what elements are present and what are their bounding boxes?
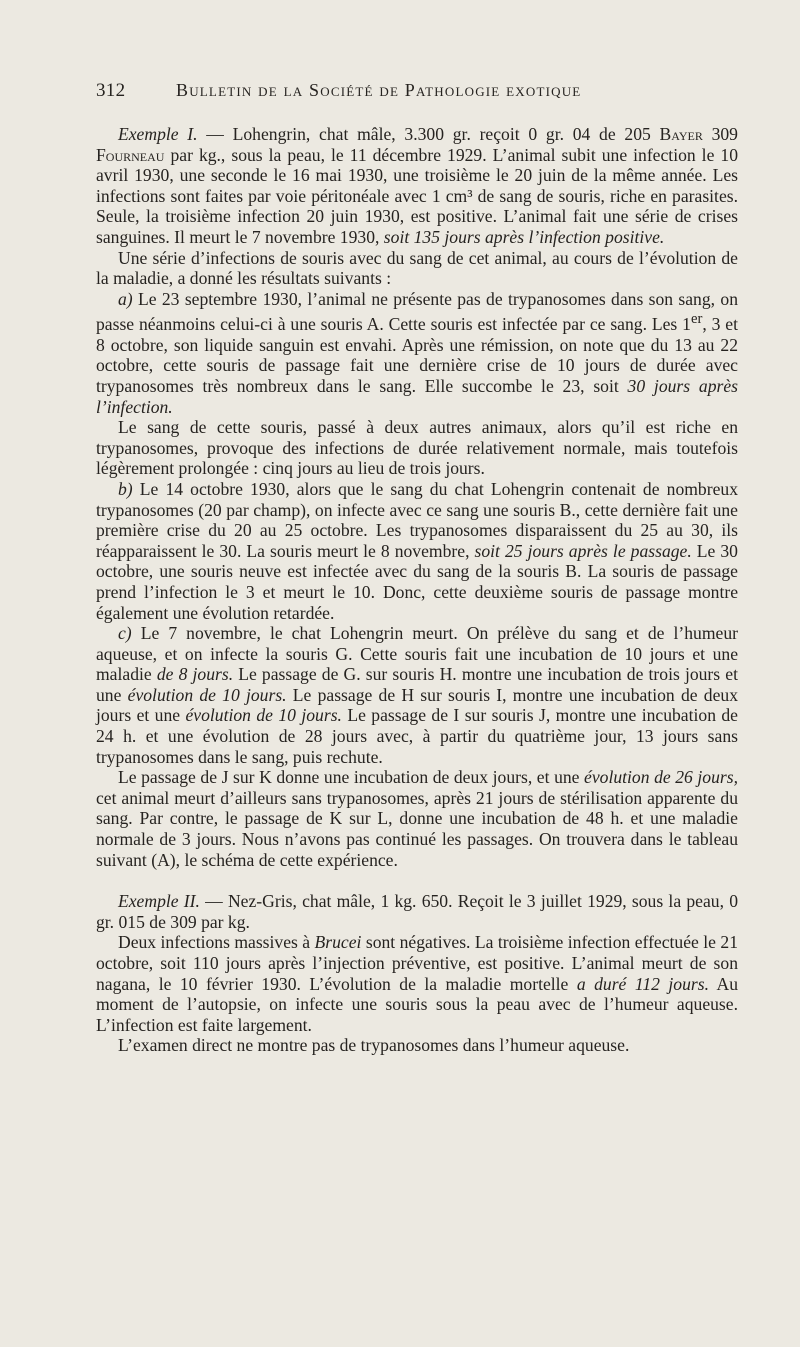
running-title: Bulletin de la Société de Pathologie exotique <box>176 80 582 100</box>
paragraph-c <box>96 623 738 767</box>
text-span: Le 14 octobre 1930, alors que le sang du chat Lohengrin contenait de nombreux trypanosomes (20 par champ), on infecte avec ce sang une souris B., cette dernière fait une première crise du 20 au 25 octobre. Les trypanosomes disparaissent du 25 au 30, ils réapparaissent le 30. La souris meurt le 8 novembre, <box>96 478 738 561</box>
example-1-label: Exemple I. <box>118 124 198 144</box>
italic-span: évolution de 10 jours. <box>127 684 287 705</box>
direct-exam-paragraph: L’examen direct ne montre pas de trypanosomes dans l’humeur aqueuse. <box>118 1035 630 1056</box>
text-span: sont négatives. La troisième infection effectuée le 21 octobre, soit 110 jours après l’injection préventive, est positive. L’animal meurt de son nagana, le 10 février 1930. L’évolution de la maladie mortelle <box>96 932 738 994</box>
text-span: Le passage de G. sur souris H. montre une incubation de trois jours et une <box>96 664 738 705</box>
italic-span: de 8 jours. <box>156 664 234 685</box>
example-2-label: Exemple II. <box>118 891 200 912</box>
text-span: Deux infections massives à <box>118 932 315 953</box>
infections-paragraph <box>96 932 738 1035</box>
text-span: par kg., sous la peau, le 11 décembre 1929. L’animal subit une infection le 10 avril 1930, une seconde le 16 mai 1930, une troisième le 20 juin de la même année. Les infections sont faites par voie péritonéale avec 1 cm³ de sang de souris, riche en parasites. Seule, la troisième infection 20 juin 1930, est positive. L’animal fait une série de crises sanguines. Il meurt le 7 novembre 1930, <box>96 144 738 247</box>
passage-k-paragraph <box>96 767 738 870</box>
italic-span: évolution de 26 jours, <box>584 767 738 788</box>
page-number: 312 <box>96 80 126 101</box>
text-span: , 3 et 8 octobre, son liquide sanguin est envahi. Après une rémission, on note que du 13 au 22 octobre, cette souris de passage fait une dernière crise de 10 jours de durée avec trypanosomes très nombreux dans le sang. Elle succombe le 23, soit <box>96 314 738 396</box>
body-text <box>96 124 738 1056</box>
italic-span: a duré 112 jours. <box>576 973 709 994</box>
text-span: Le 7 novembre, le chat Lohengrin meurt. On prélève du sang et de l’humeur aqueuse, et on infecte la souris G. Cette souris fait une incubation de 10 jours et une maladie <box>96 623 738 685</box>
text-span: Le passage de H sur souris I, montre une incubation de deux jours et une <box>96 684 738 726</box>
text-span: Au moment de l’autopsie, on infecte une souris sous la peau avec de l’humeur aqueuse. L’infection est faite largement. <box>96 973 739 1035</box>
blood-passage-paragraph: Le sang de cette souris, passé à deux autres animaux, alors qu’il est riche en trypanosomes, provoque des infections de durée relativement normale, mais toutefois légèrement prolongée : cinq jours au lieu de trois jours. <box>96 417 738 479</box>
paragraph-b <box>96 479 738 623</box>
text-span: — Lohengrin, chat mâle, 3.300 gr. reçoit 0 gr. 04 de 205 <box>197 124 660 144</box>
italic-span: 30 jours après l’infection. <box>96 375 738 417</box>
superscript: er <box>690 311 703 328</box>
label-b: b) <box>118 478 133 499</box>
text-span: Le 23 septembre 1930, l’animal ne présente pas de trypanosomes dans son sang, on passe néanmoins celui-ci à une souris A. Cette souris est infectée par ce sang. Les 1 <box>96 288 738 335</box>
fourneau-name: Fourneau <box>96 144 165 165</box>
italic-span: soit 25 jours après le passage. <box>474 540 692 561</box>
text-span: Le passage de I sur souris J, montre une incubation de 24 h. et une évolution de 28 jours avec, à partir du quatrième jour, 13 jours sans trypanosomes dans le sang, puis rechute. <box>96 705 738 767</box>
example-2-paragraph <box>96 891 738 932</box>
text-span: Le 30 octobre, une souris neuve est infectée avec du sang de la souris B. La souris de passage prend l’infection le 3 et meurt le 10. Donc, cette deuxième souris de passage montre également une évolution retardée. <box>96 540 738 623</box>
paragraph-a <box>96 289 738 417</box>
bayer-name: Bayer <box>659 124 703 144</box>
results-intro-paragraph: Une série d’infections de souris avec du sang de cet animal, au cours de l’évolution de la maladie, a donné les résultats suivants : <box>96 247 738 289</box>
text-span: cet animal meurt d’ailleurs sans trypanosomes, après 21 jours de stérilisation apparente du sang. Par contre, le passage de K sur L, donne une incubation de 48 h. et une maladie normale de 3 jours. Nous n’avons pas continué les passages. On trouvera dans le tableau suivant (A), le schéma de cette expérience. <box>96 787 738 870</box>
label-a: a) <box>118 288 133 309</box>
text-span: Le passage de J sur K donne une incubation de deux jours, et une <box>118 767 585 788</box>
text-span: 309 <box>702 124 738 144</box>
italic-span: Brucei <box>314 932 362 953</box>
example-1-paragraph <box>96 124 738 248</box>
label-c: c) <box>118 623 132 644</box>
text-span: — Nez-Gris, chat mâle, 1 kg. 650. Reçoit le 3 juillet 1929, sous la peau, 0 gr. 015 de 309 par kg. <box>96 891 738 932</box>
italic-span: évolution de 10 jours. <box>185 705 342 726</box>
italic-span: soit 135 jours après l’infection positive. <box>383 226 665 247</box>
page-header <box>96 80 738 102</box>
